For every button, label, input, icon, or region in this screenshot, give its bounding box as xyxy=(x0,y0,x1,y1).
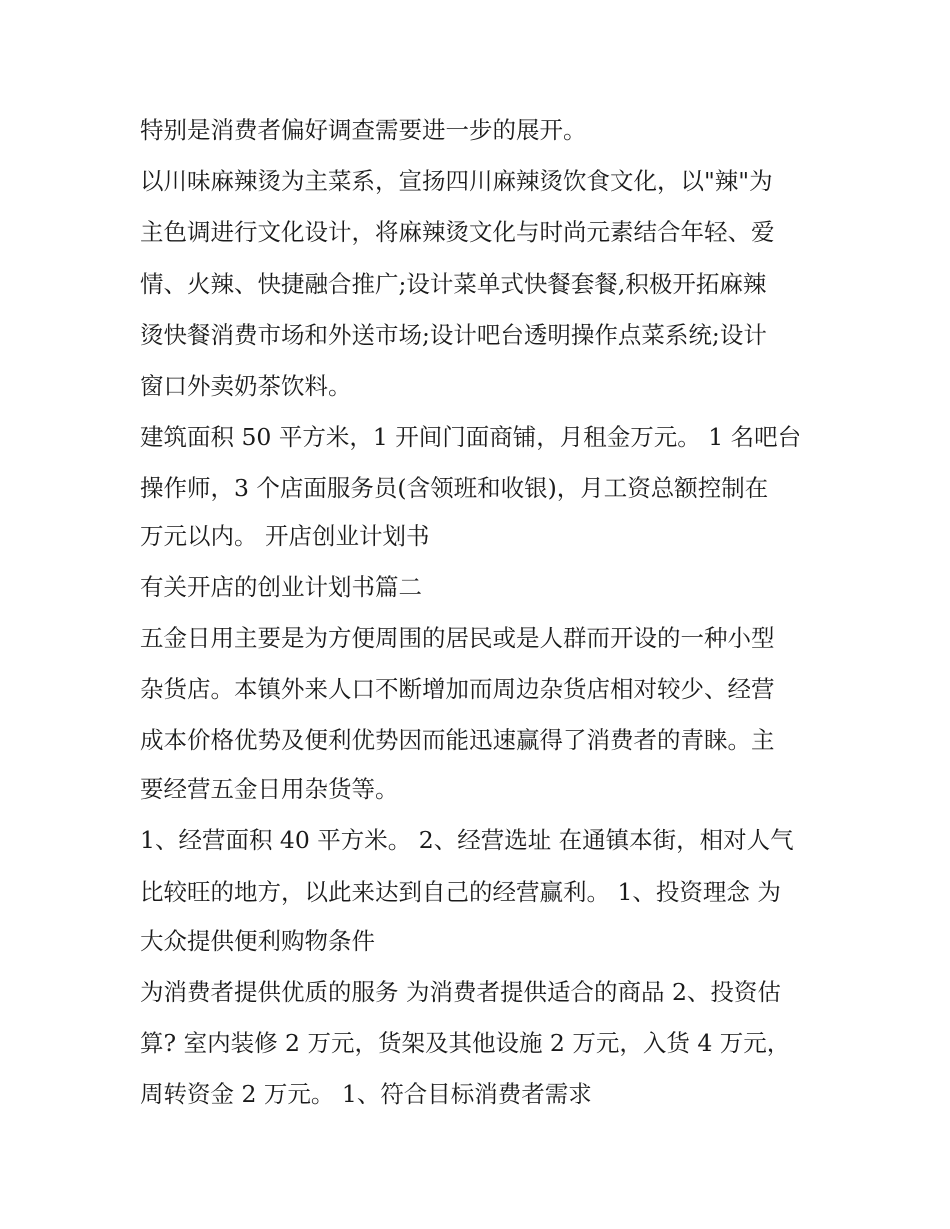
text-line: 周转资金 2 万元。 1、符合目标消费者需求 xyxy=(140,1080,592,1108)
text-line: 杂货店。本镇外来人口不断增加而周边杂货店相对较少、经营 xyxy=(140,675,775,703)
text-line: 窗口外卖奶茶饮料。 xyxy=(140,372,352,400)
text-line: 五金日用主要是为方便周围的居民或是人群而开设的一种小型 xyxy=(140,624,775,652)
text-line: 成本价格优势及便利优势因而能迅速赢得了消费者的青睐。主 xyxy=(140,726,775,754)
text-line: 以川味麻辣烫为主菜系，宣扬四川麻辣烫饮食文化，以"辣"为 xyxy=(140,167,773,195)
text-line: 建筑面积 50 平方米，1 开间门面商铺，月租金万元。 1 名吧台 xyxy=(140,423,802,451)
section-heading: 有关开店的创业计划书篇二 xyxy=(140,573,422,601)
text-line: 情、火辣、快捷融合推广;设计菜单式快餐套餐,积极开拓麻辣 xyxy=(140,270,767,298)
text-line: 主色调进行文化设计，将麻辣烫文化与时尚元素结合年轻、爱 xyxy=(140,218,775,246)
text-line: 1、经营面积 40 平方米。 2、经营选址 在通镇本街，相对人气 xyxy=(140,826,794,854)
text-line: 要经营五金日用杂货等。 xyxy=(140,775,399,803)
text-line: 大众提供便利购物条件 xyxy=(140,927,375,955)
text-line: 算? 室内装修 2 万元，货架及其他设施 2 万元，入货 4 万元， xyxy=(140,1029,791,1057)
text-line: 为消费者提供优质的服务 为消费者提供适合的商品 2、投资估 xyxy=(140,978,781,1006)
text-line: 比较旺的地方，以此来达到自己的经营赢利。 1、投资理念 为 xyxy=(140,878,781,906)
text-line: 操作师，3 个店面服务员(含领班和收银)，月工资总额控制在 xyxy=(140,474,769,502)
text-line: 万元以内。 开店创业计划书 xyxy=(140,522,430,550)
text-line: 特别是消费者偏好调查需要进一步的展开。 xyxy=(140,116,587,144)
text-line: 烫快餐消费市场和外送市场;设计吧台透明操作点菜系统;设计 xyxy=(140,321,767,349)
